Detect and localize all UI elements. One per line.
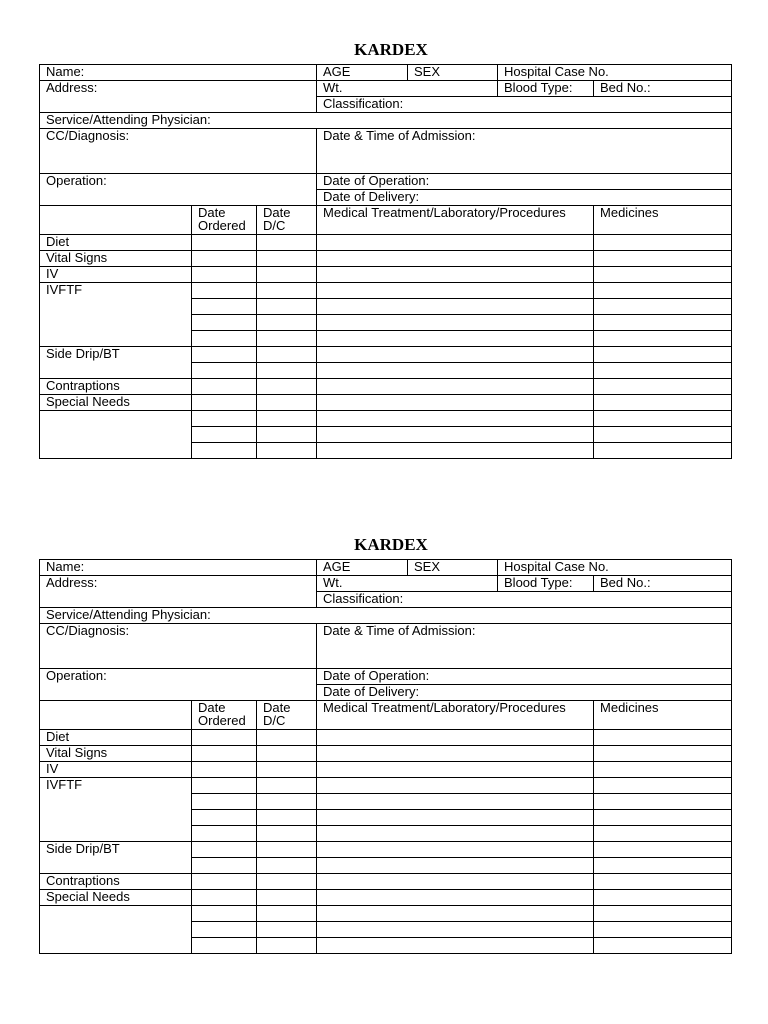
cell[interactable]	[594, 778, 732, 794]
cell[interactable]	[192, 443, 257, 459]
weight-field[interactable]: Wt.	[317, 81, 498, 97]
cell[interactable]	[257, 331, 317, 347]
cell[interactable]	[257, 890, 317, 906]
cell[interactable]	[192, 746, 257, 762]
date-operation-field[interactable]: Date of Operation:	[317, 669, 732, 685]
cell[interactable]	[594, 890, 732, 906]
cell[interactable]	[192, 283, 257, 299]
row-label-contraptions: Contraptions	[40, 874, 192, 890]
cell[interactable]	[594, 235, 732, 251]
header-date-ordered: Date Ordered	[192, 206, 257, 235]
name-field[interactable]: Name:	[40, 560, 317, 576]
cell[interactable]	[192, 794, 257, 810]
cell[interactable]	[192, 922, 257, 938]
row-label-iv: IV	[40, 267, 192, 283]
classification-field[interactable]: Classification:	[317, 97, 732, 113]
cell[interactable]	[192, 730, 257, 746]
cell[interactable]	[317, 363, 594, 379]
header-blank	[40, 701, 192, 730]
cell[interactable]	[257, 363, 317, 379]
patient-info-table	[39, 64, 732, 459]
cell[interactable]	[594, 395, 732, 411]
row-label-ivftf: IVFTF	[40, 778, 192, 842]
address-field[interactable]: Address:	[40, 81, 317, 113]
cell[interactable]	[317, 411, 594, 427]
cell[interactable]	[257, 922, 317, 938]
blood-type-field[interactable]: Blood Type:	[498, 576, 594, 592]
cell[interactable]	[257, 267, 317, 283]
cell[interactable]	[594, 938, 732, 954]
cell[interactable]	[317, 251, 594, 267]
cell[interactable]	[192, 810, 257, 826]
blood-type-field[interactable]: Blood Type:	[498, 81, 594, 97]
cell[interactable]	[317, 778, 594, 794]
cell[interactable]	[317, 922, 594, 938]
cell[interactable]	[257, 746, 317, 762]
date-delivery-field[interactable]: Date of Delivery:	[317, 685, 732, 701]
cell[interactable]	[317, 331, 594, 347]
cell[interactable]	[192, 890, 257, 906]
cell[interactable]	[257, 411, 317, 427]
patient-info-table	[39, 559, 732, 954]
header-date-dc: Date D/C	[257, 701, 317, 730]
cc-diagnosis-field[interactable]: CC/Diagnosis:	[40, 129, 317, 174]
cell[interactable]	[192, 267, 257, 283]
cell[interactable]	[317, 299, 594, 315]
row-label-vital-signs: Vital Signs	[40, 746, 192, 762]
cell[interactable]	[317, 379, 594, 395]
cell[interactable]	[257, 395, 317, 411]
row-label-vital-signs: Vital Signs	[40, 251, 192, 267]
cell[interactable]	[257, 762, 317, 778]
date-operation-field[interactable]: Date of Operation:	[317, 174, 732, 190]
cell[interactable]	[317, 890, 594, 906]
cell[interactable]	[594, 826, 732, 842]
cell[interactable]	[594, 299, 732, 315]
form-title: KARDEX	[354, 535, 428, 554]
cell[interactable]	[594, 363, 732, 379]
cell[interactable]	[594, 251, 732, 267]
cell[interactable]	[317, 826, 594, 842]
cell[interactable]	[192, 411, 257, 427]
cell[interactable]	[192, 363, 257, 379]
cell[interactable]	[192, 858, 257, 874]
hospital-case-field[interactable]: Hospital Case No.	[498, 65, 732, 81]
cell[interactable]	[594, 842, 732, 858]
cell[interactable]	[257, 874, 317, 890]
cell[interactable]	[192, 235, 257, 251]
cell[interactable]	[192, 826, 257, 842]
weight-field[interactable]: Wt.	[317, 576, 498, 592]
cell[interactable]	[257, 810, 317, 826]
cell[interactable]	[317, 347, 594, 363]
cell[interactable]	[192, 842, 257, 858]
cell[interactable]	[317, 283, 594, 299]
cell[interactable]	[594, 922, 732, 938]
cell[interactable]	[317, 810, 594, 826]
cell[interactable]	[257, 235, 317, 251]
row-label-iv: IV	[40, 762, 192, 778]
cell[interactable]	[594, 315, 732, 331]
cell[interactable]	[594, 347, 732, 363]
row-label-ivftf: IVFTF	[40, 283, 192, 347]
cell[interactable]	[192, 315, 257, 331]
service-physician-field[interactable]: Service/Attending Physician:	[40, 113, 732, 129]
row-label-side-drip: Side Drip/BT	[40, 347, 192, 379]
cell[interactable]	[257, 730, 317, 746]
cell[interactable]	[257, 427, 317, 443]
header-date-ordered: Date Ordered	[192, 701, 257, 730]
cell[interactable]	[192, 874, 257, 890]
cell[interactable]	[317, 395, 594, 411]
header-blank	[40, 206, 192, 235]
cell[interactable]	[594, 379, 732, 395]
header-treatment: Medical Treatment/Laboratory/Procedures	[317, 206, 594, 235]
cell[interactable]	[192, 938, 257, 954]
cell[interactable]	[257, 794, 317, 810]
date-delivery-field[interactable]: Date of Delivery:	[317, 190, 732, 206]
cell[interactable]	[317, 746, 594, 762]
cell[interactable]	[192, 395, 257, 411]
cell[interactable]	[192, 347, 257, 363]
cell[interactable]	[317, 842, 594, 858]
cell[interactable]	[594, 874, 732, 890]
cell[interactable]	[257, 938, 317, 954]
row-label-side-drip: Side Drip/BT	[40, 842, 192, 874]
cell[interactable]	[594, 858, 732, 874]
cell[interactable]	[192, 778, 257, 794]
sex-field[interactable]: SEX	[408, 65, 498, 81]
operation-field[interactable]: Operation:	[40, 669, 317, 701]
bed-no-field[interactable]: Bed No.:	[594, 81, 732, 97]
cell[interactable]	[317, 858, 594, 874]
cell[interactable]	[317, 938, 594, 954]
cell[interactable]	[257, 251, 317, 267]
cell[interactable]	[594, 810, 732, 826]
cell[interactable]	[257, 826, 317, 842]
age-field[interactable]: AGE	[317, 65, 408, 81]
cell[interactable]	[594, 443, 732, 459]
cell[interactable]	[317, 267, 594, 283]
cell[interactable]	[594, 906, 732, 922]
cell[interactable]	[257, 778, 317, 794]
kardex-form-bottom	[39, 535, 731, 954]
header-treatment: Medical Treatment/Laboratory/Procedures	[317, 701, 594, 730]
cell[interactable]	[594, 267, 732, 283]
row-label-blank[interactable]	[40, 906, 192, 954]
classification-field[interactable]: Classification:	[317, 592, 732, 608]
kardex-form-top	[39, 40, 731, 459]
form-title: KARDEX	[354, 40, 428, 59]
address-field[interactable]: Address:	[40, 576, 317, 608]
cell[interactable]	[594, 730, 732, 746]
cell[interactable]	[317, 762, 594, 778]
header-medicines: Medicines	[594, 206, 732, 235]
header-date-dc: Date D/C	[257, 206, 317, 235]
cell[interactable]	[594, 411, 732, 427]
row-label-diet: Diet	[40, 235, 192, 251]
admission-field[interactable]: Date & Time of Admission:	[317, 129, 732, 174]
cell[interactable]	[317, 315, 594, 331]
cell[interactable]	[317, 427, 594, 443]
cell[interactable]	[594, 283, 732, 299]
cell[interactable]	[257, 443, 317, 459]
cell[interactable]	[594, 331, 732, 347]
cell[interactable]	[257, 347, 317, 363]
cell[interactable]	[594, 762, 732, 778]
header-medicines: Medicines	[594, 701, 732, 730]
cell[interactable]	[257, 315, 317, 331]
cell[interactable]	[192, 427, 257, 443]
cell[interactable]	[317, 443, 594, 459]
cell[interactable]	[192, 906, 257, 922]
cell[interactable]	[317, 906, 594, 922]
hospital-case-field[interactable]: Hospital Case No.	[498, 560, 732, 576]
cell[interactable]	[192, 299, 257, 315]
service-physician-field[interactable]: Service/Attending Physician:	[40, 608, 732, 624]
cc-diagnosis-field[interactable]: CC/Diagnosis:	[40, 624, 317, 669]
cell[interactable]	[317, 730, 594, 746]
cell[interactable]	[192, 251, 257, 267]
cell[interactable]	[257, 379, 317, 395]
name-field[interactable]: Name:	[40, 65, 317, 81]
sex-field[interactable]: SEX	[408, 560, 498, 576]
cell[interactable]	[317, 794, 594, 810]
row-label-blank[interactable]	[40, 411, 192, 459]
cell[interactable]	[257, 906, 317, 922]
row-label-contraptions: Contraptions	[40, 379, 192, 395]
cell[interactable]	[317, 235, 594, 251]
cell[interactable]	[192, 762, 257, 778]
cell[interactable]	[257, 299, 317, 315]
operation-field[interactable]: Operation:	[40, 174, 317, 206]
cell[interactable]	[594, 794, 732, 810]
row-label-special-needs: Special Needs	[40, 890, 192, 906]
row-label-diet: Diet	[40, 730, 192, 746]
row-label-special-needs: Special Needs	[40, 395, 192, 411]
age-field[interactable]: AGE	[317, 560, 408, 576]
cell[interactable]	[192, 379, 257, 395]
cell[interactable]	[257, 842, 317, 858]
cell[interactable]	[192, 331, 257, 347]
bed-no-field[interactable]: Bed No.:	[594, 576, 732, 592]
admission-field[interactable]: Date & Time of Admission:	[317, 624, 732, 669]
cell[interactable]	[594, 746, 732, 762]
cell[interactable]	[257, 283, 317, 299]
cell[interactable]	[257, 858, 317, 874]
cell[interactable]	[594, 427, 732, 443]
cell[interactable]	[317, 874, 594, 890]
